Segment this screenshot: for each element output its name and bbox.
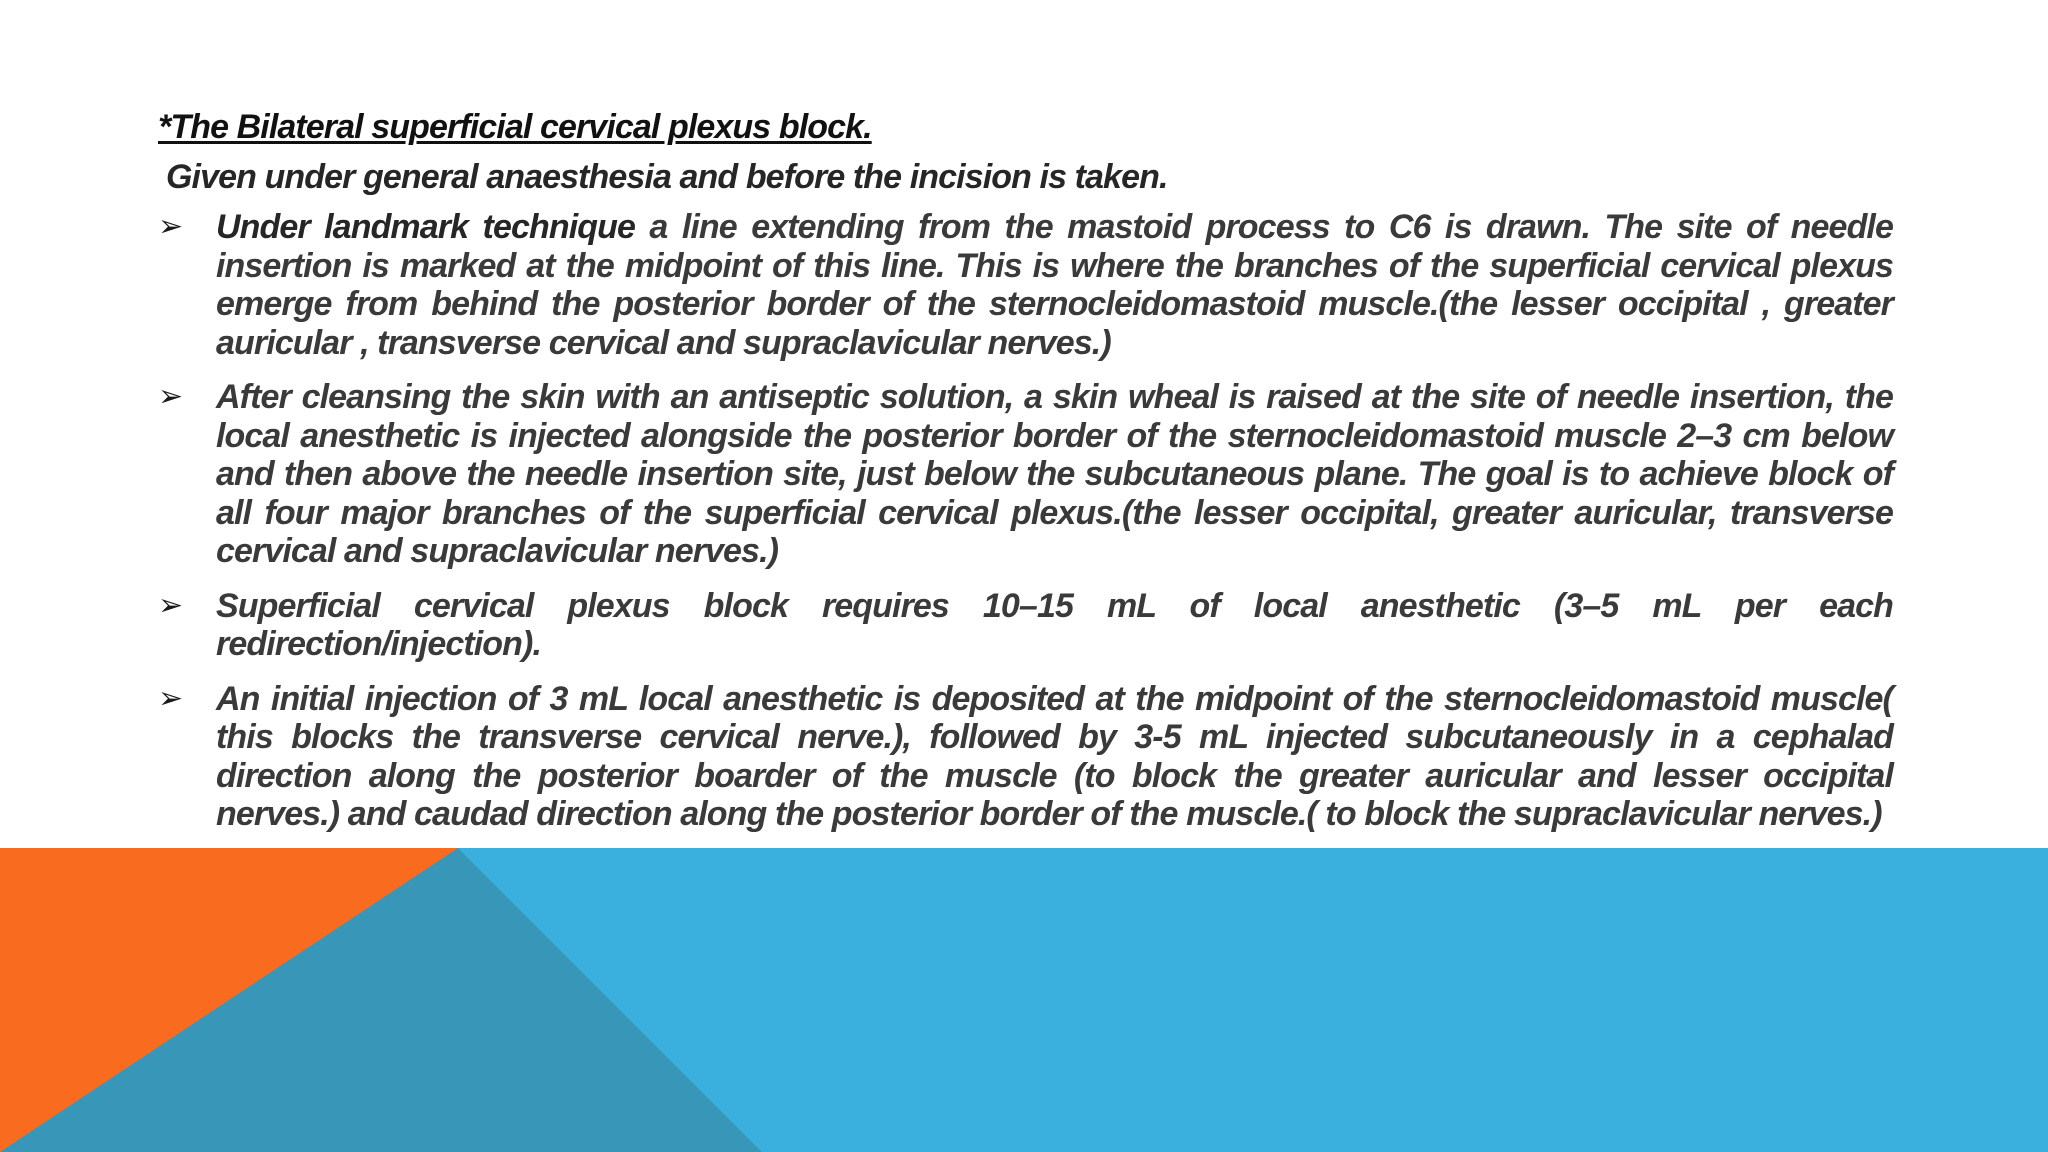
bullet-item xyxy=(158,378,1893,571)
bullet-text: Superficial cervical plexus block requires 10–15 mL of local anesthetic (3–5 mL per each redirection/injection). xyxy=(216,586,1893,663)
slide-content xyxy=(158,104,1893,850)
bullet-list xyxy=(158,208,1893,834)
arrow-bullet-icon: ➢ xyxy=(158,209,184,244)
bullet-text: An initial injection of 3 mL local anesthetic is deposited at the midpoint of the sternocleidomastoid muscle( this blocks the transverse cervical nerve.), followed by 3-5 mL injected subcutaneously in a cephalad direction along the posterior boarder of the muscle (to block the greater auricular and lesser occipital nerves.) and caudad direction along the posterior border of the muscle.( to block the supraclavicular nerves.) xyxy=(216,679,1893,833)
bullet-item xyxy=(158,587,1893,664)
bullet-item xyxy=(158,680,1893,834)
arrow-bullet-icon: ➢ xyxy=(158,587,184,623)
slide-heading: *The Bilateral superficial cervical plexus block. xyxy=(158,108,872,146)
arrow-bullet-icon: ➢ xyxy=(158,379,184,414)
bullet-lead: Under landmark technique xyxy=(216,208,635,246)
bullet-text: a line extending from the mastoid process to C6 is drawn. The site of needle insertion is marked at the midpoint of this line. This is where the branches of the superficial cervical plexus emerge from behind the posterior border of the sternocleidomastoid muscle.(the lesser occipital , greater auricular , transverse cervical and supraclavicular nerves.) xyxy=(216,208,1893,362)
slide-subheading: Given under general anaesthesia and before the incision is taken. xyxy=(166,158,1168,196)
bullet-item xyxy=(158,208,1893,362)
bullet-text: After cleansing the skin with an antiseptic solution, a skin wheal is raised at the site of needle insertion, the local anesthetic is injected alongside the posterior border of the sternocleidomastoid muscle 2–3 cm below and then above the needle insertion site, just below the subcutaneous plane. The goal is to achieve block of all four major branches of the superficial cervical plexus.(the lesser occipital, greater auricular, transverse cervical and supraclavicular nerves.) xyxy=(216,378,1893,570)
arrow-bullet-icon: ➢ xyxy=(158,680,184,716)
decorative-bottom-band xyxy=(0,848,2048,1152)
